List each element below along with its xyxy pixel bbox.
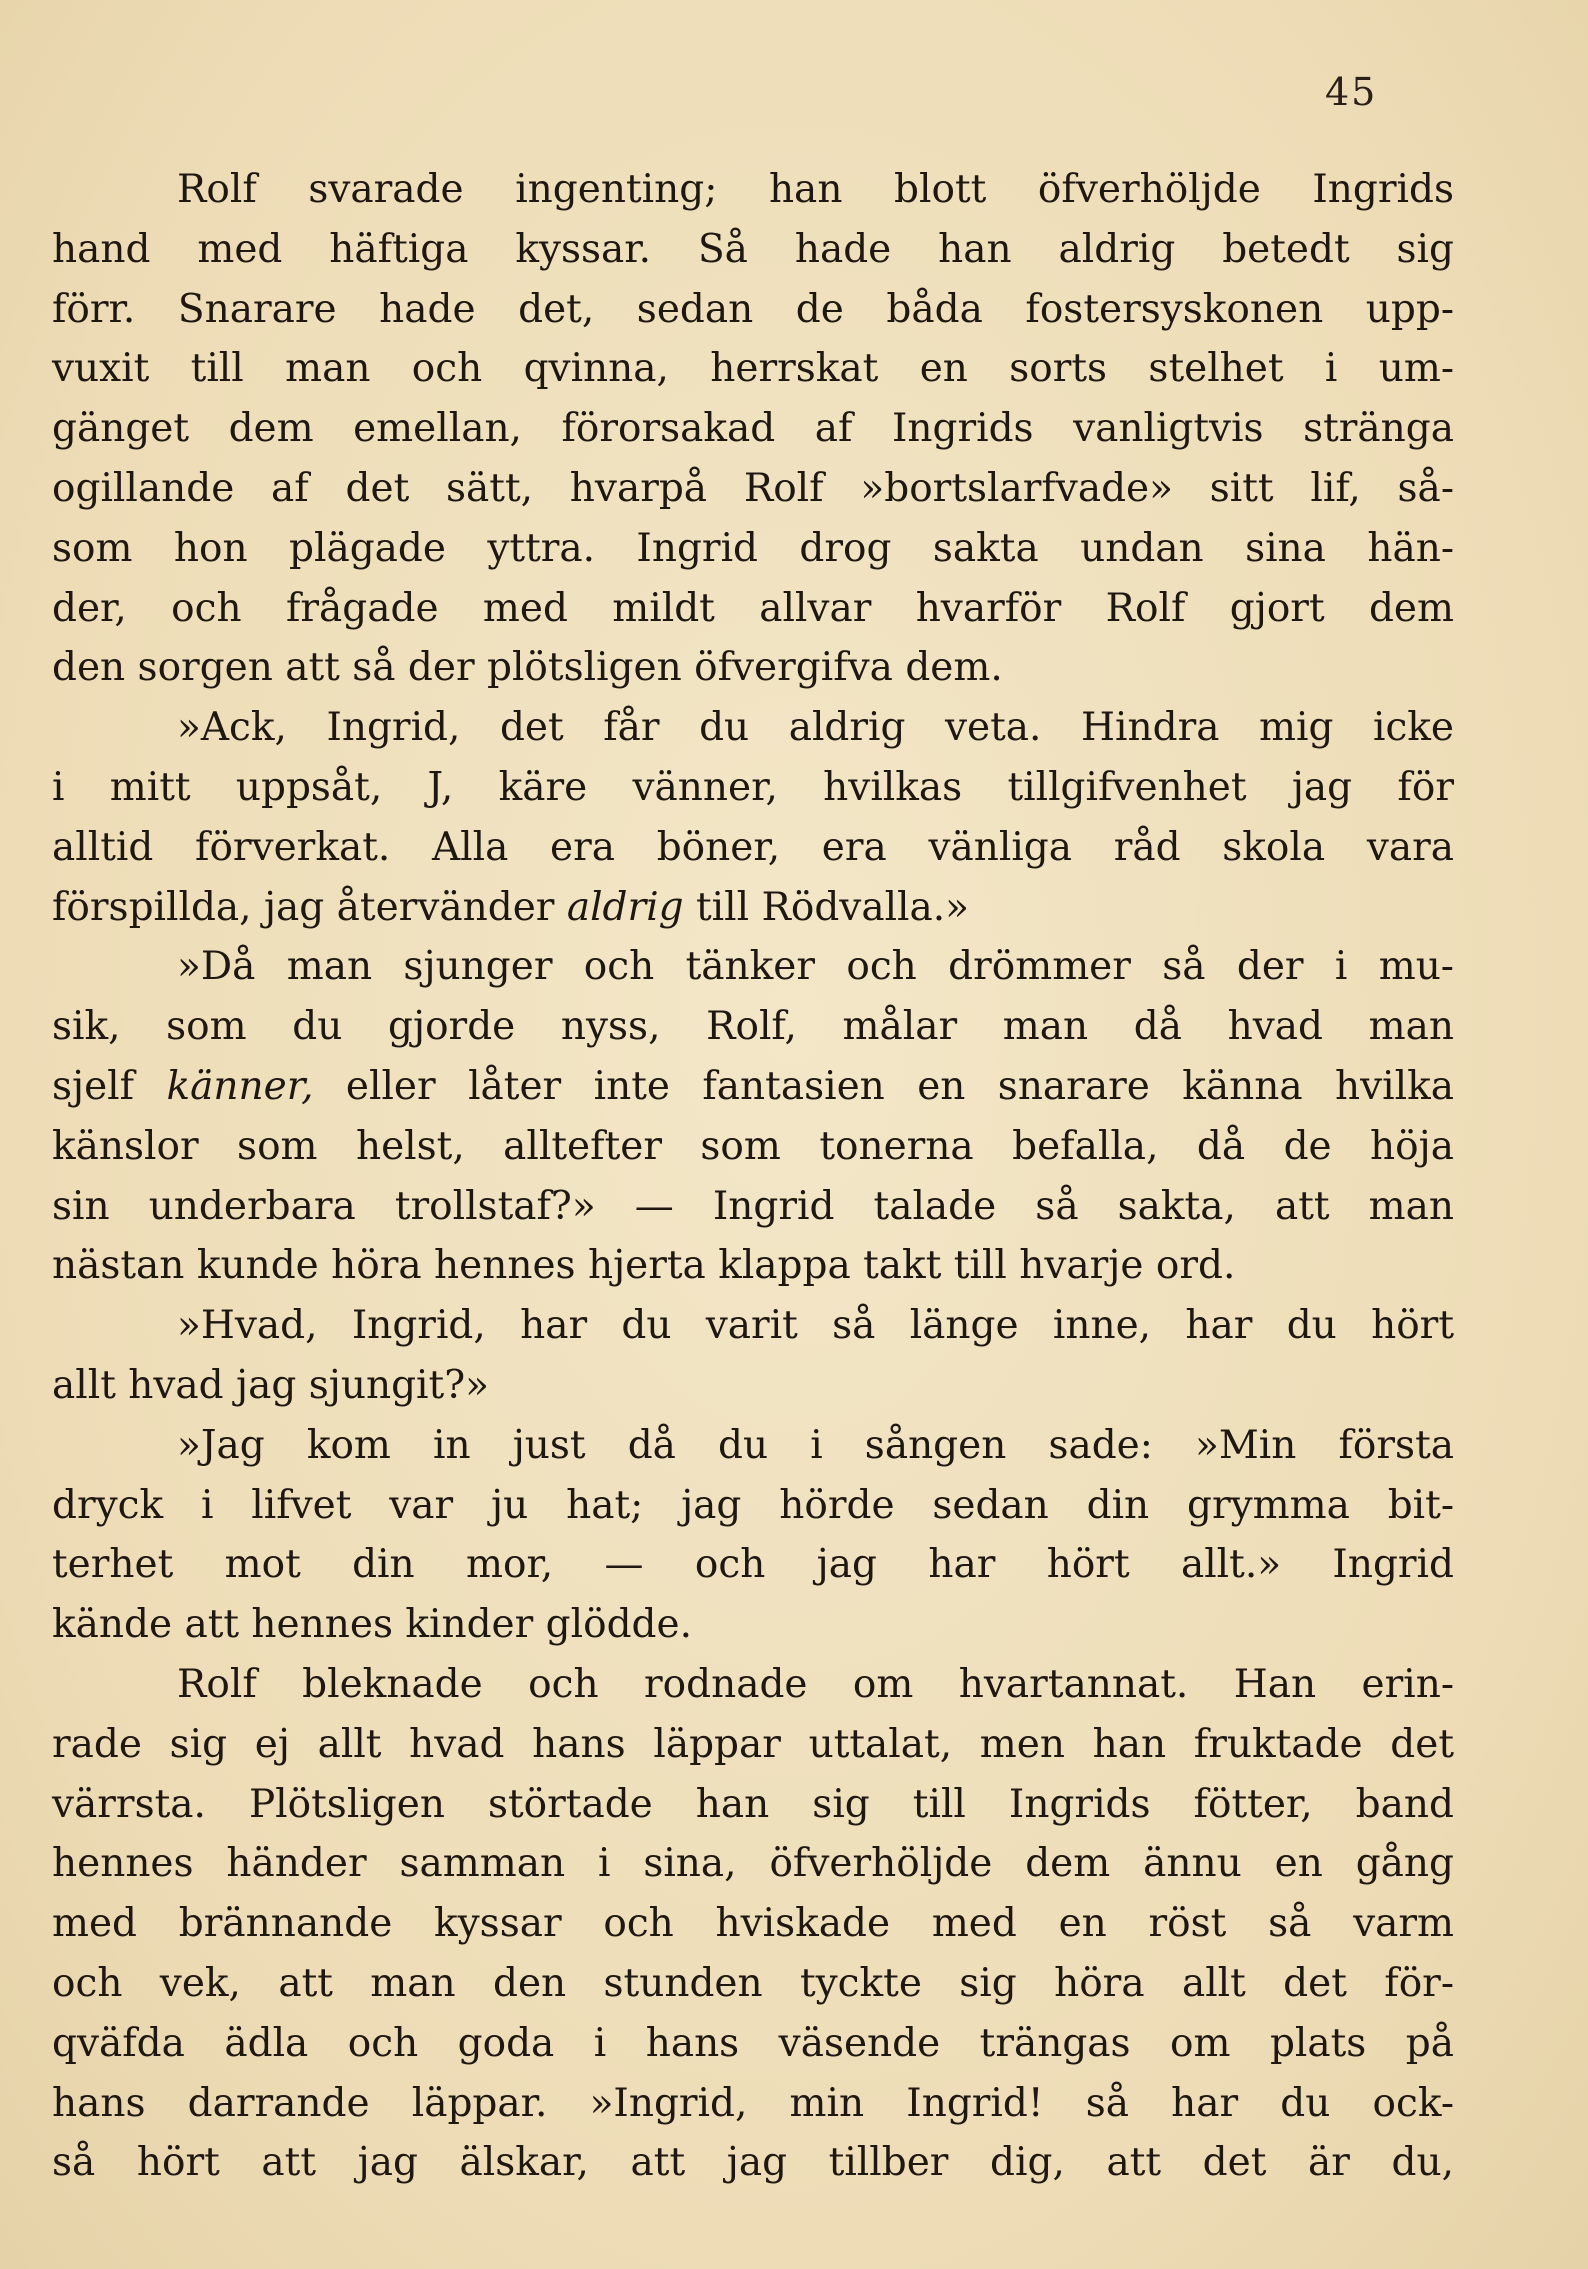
text-line: sin underbara trollstaf?» — Ingrid talade så sakta, att man xyxy=(52,1183,1454,1229)
text-segment: sjelf xyxy=(52,1063,167,1109)
text-line: qväfda ädla och goda i hans väsende trängas om plats på xyxy=(52,2020,1454,2066)
text-line: i mitt uppsåt, J, käre vänner, hvilkas tillgifvenhet jag för xyxy=(52,764,1454,810)
text-line: med brännande kyssar och hviskade med en röst så varm xyxy=(52,1901,1454,1947)
text-line: »Jag kom in just då du i sången sade: »Min första xyxy=(177,1422,1454,1468)
text-line xyxy=(52,878,1454,938)
text-line: »Hvad, Ingrid, har du varit så länge inne, har du hört xyxy=(177,1303,1454,1349)
text-line: känslor som helst, alltefter som tonerna befalla, då de höja xyxy=(52,1123,1454,1169)
text-line: värrsta. Plötsligen störtade han sig till Ingrids fötter, band xyxy=(52,1781,1454,1827)
text-line: sik, som du gjorde nyss, Rolf, målar man då hvad man xyxy=(52,1004,1454,1050)
text-line: den sorgen att så der plötsligen öfvergifva dem. xyxy=(52,645,1003,691)
text-segment: till Rödvalla.» xyxy=(683,884,970,930)
text-segment: förspillda, jag återvänder xyxy=(52,884,567,930)
text-line: dryck i lifvet var ju hat; jag hörde sedan din grymma bit- xyxy=(52,1482,1454,1528)
italic-emphasis: aldrig xyxy=(566,884,684,930)
text-line: förr. Snarare hade det, sedan de båda fostersyskonen upp- xyxy=(52,286,1454,332)
italic-emphasis: känner, xyxy=(166,1063,314,1109)
text-line: alltid förverkat. Alla era böner, era vänliga råd skola vara xyxy=(52,824,1454,870)
text-line: hand med häftiga kyssar. Så hade han aldrig betedt sig xyxy=(52,226,1454,272)
text-line: »Då man sjunger och tänker och drömmer så der i mu- xyxy=(177,944,1454,990)
text-line: hennes händer samman i sina, öfverhöljde dem ännu en gång xyxy=(52,1841,1454,1887)
text-segment: eller låter inte fantasien en snarare känna hvilka xyxy=(313,1063,1454,1109)
text-line: så hört att jag älskar, att jag tillber dig, att det är du, xyxy=(52,2140,1454,2186)
text-line: Rolf bleknade och rodnade om hvartannat. Han erin- xyxy=(177,1661,1454,1707)
text-line: vuxit till man och qvinna, herrskat en sorts stelhet i um- xyxy=(52,346,1454,392)
text-line: kände att hennes kinder glödde. xyxy=(52,1602,692,1648)
page-number: 45 xyxy=(1325,70,1378,114)
text-line: Rolf svarade ingenting; han blott öfverhöljde Ingrids xyxy=(177,167,1454,212)
text-line: terhet mot din mor, — och jag har hört allt.» Ingrid xyxy=(52,1542,1454,1588)
text-line xyxy=(52,1057,1454,1117)
text-line: och vek, att man den stunden tyckte sig höra allt det för- xyxy=(52,1960,1454,2006)
text-line: som hon plägade yttra. Ingrid drog sakta undan sina hän- xyxy=(52,525,1454,571)
text-line: allt hvad jag sjungit?» xyxy=(52,1362,489,1408)
text-line: hans darrande läppar. »Ingrid, min Ingrid! så har du ock- xyxy=(52,2080,1454,2126)
text-line: nästan kunde höra hennes hjerta klappa takt till hvarje ord. xyxy=(52,1243,1236,1289)
text-line: ogillande af det sätt, hvarpå Rolf »bortslarfvade» sitt lif, så- xyxy=(52,465,1454,511)
text-line: der, och frågade med mildt allvar hvarför Rolf gjort dem xyxy=(52,585,1454,631)
text-line: rade sig ej allt hvad hans läppar uttalat, men han fruktade det xyxy=(52,1721,1454,1767)
text-line: »Ack, Ingrid, det får du aldrig veta. Hindra mig icke xyxy=(177,705,1454,751)
body-text xyxy=(52,160,1454,2193)
text-line: gänget dem emellan, förorsakad af Ingrids vanligtvis stränga xyxy=(52,406,1454,452)
